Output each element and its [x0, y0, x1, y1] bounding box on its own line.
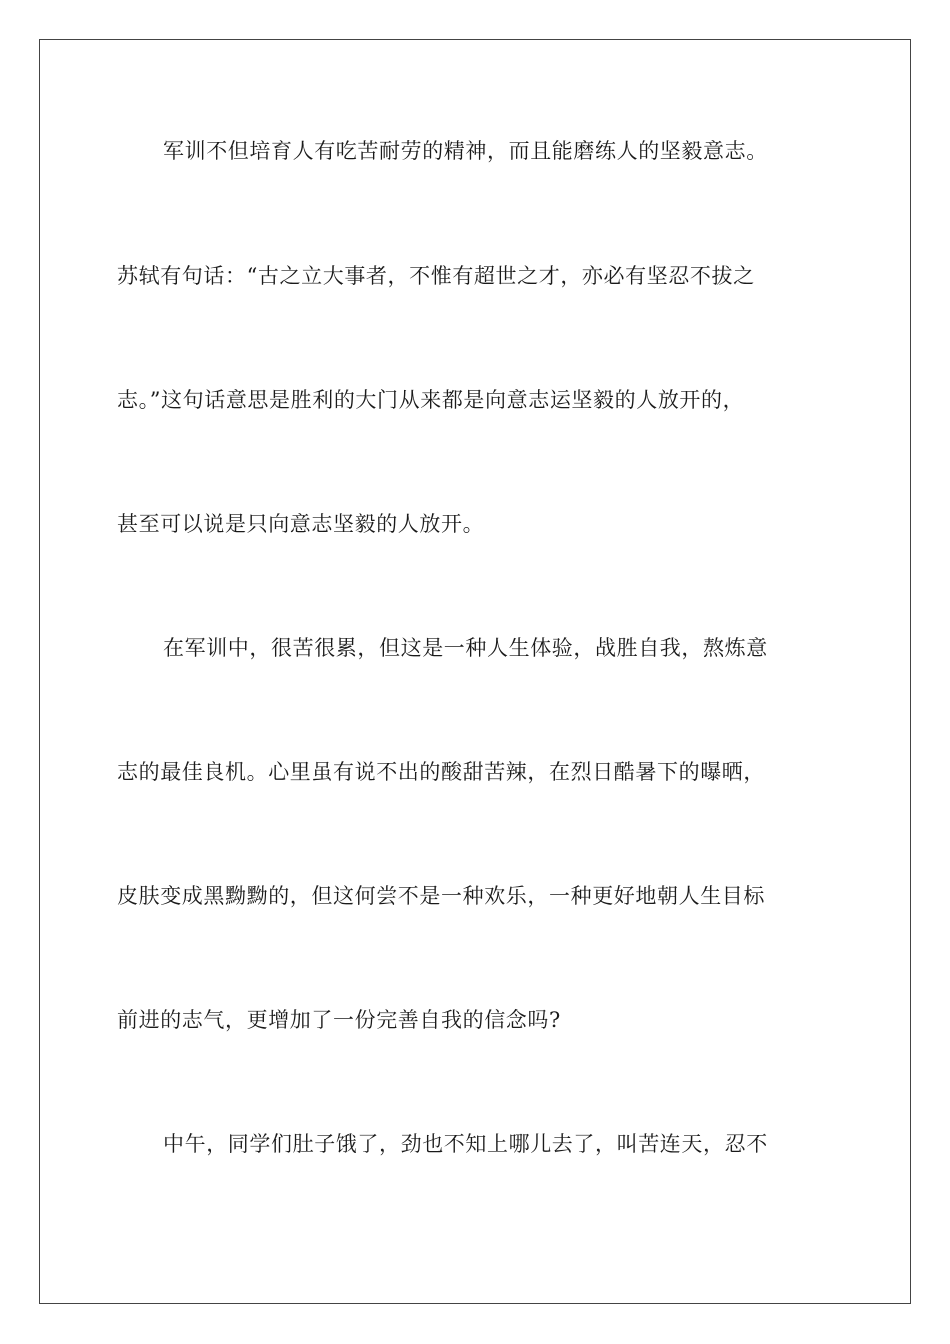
paragraph-2-line-2: 志的最佳良机。心里虽有说不出的酸甜苦辣，在烈日酷暑下的曝晒， [117, 760, 765, 784]
paragraph-1-line-2: 苏轼有句话：“古之立大事者，不惟有超世之才，亦必有坚忍不拔之 [117, 264, 755, 288]
paragraph-2-line-4: 前进的志气，更增加了一份完善自我的信念吗? [117, 1008, 561, 1032]
paragraph-1-line-1: 军训不但培育人有吃苦耐劳的精神，而且能磨练人的坚毅意志。 [163, 139, 768, 163]
paragraph-1-line-3: 志。”这句话意思是胜利的大门从来都是向意志运坚毅的人放开的， [117, 388, 745, 412]
page-border [39, 39, 911, 1304]
paragraph-2-line-1: 在军训中，很苦很累，但这是一种人生体验，战胜自我，熬炼意 [163, 636, 768, 660]
paragraph-1-line-4: 甚至可以说是只向意志坚毅的人放开。 [117, 512, 485, 536]
paragraph-3-line-1: 中午，同学们肚子饿了，劲也不知上哪儿去了，叫苦连天，忍不 [163, 1132, 768, 1156]
paragraph-2-line-3: 皮肤变成黑黝黝的，但这何尝不是一种欢乐，一种更好地朝人生目标 [117, 884, 765, 908]
